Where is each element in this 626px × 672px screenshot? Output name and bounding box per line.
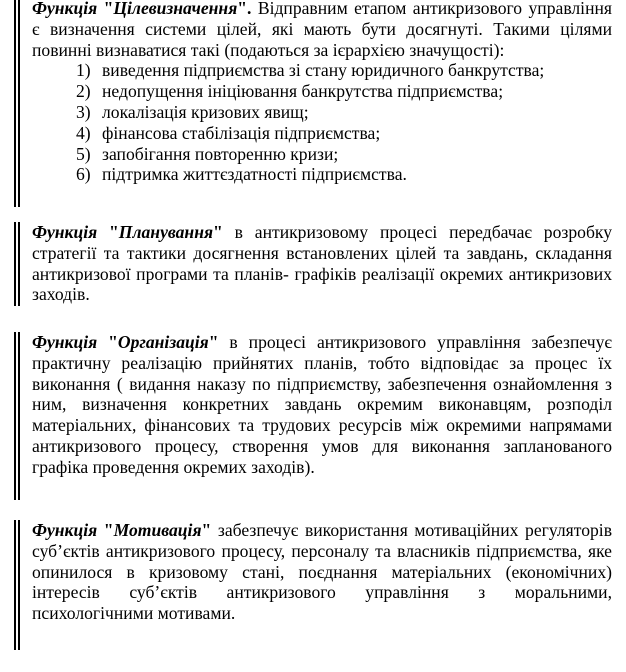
list-text: недопущення ініціювання банкрутства підприємства; — [102, 81, 504, 102]
quote-close: " — [208, 332, 219, 352]
function-lead: Функція — [32, 520, 98, 540]
list-number: 5) — [76, 143, 91, 164]
quote-open: " — [97, 0, 114, 18]
motivation-function-block — [14, 520, 612, 650]
function-description: забезпечує використання мотиваційних регуляторів суб’єктів антикризового процесу, персоналу та власників підприємства, яке опинилося в кризовому стані, поєднання матеріальних (економічних) інтересів суб’єктів антикризового управління з моральними, психологічними мотивами. — [32, 520, 613, 624]
function-lead: Функція — [32, 222, 98, 242]
list-number: 4) — [76, 122, 91, 143]
function-description: Відправним етапом антикризового управління є визначення системи цілей, які мають бути досягнуті. Такими цілями повинні визнаватися такі (подаються за ієрархією значущості): — [32, 0, 612, 60]
motivation-paragraph — [32, 520, 612, 624]
organization-function-block — [14, 332, 612, 500]
quote-close: " — [213, 222, 223, 242]
goal-setting-function-block — [14, 0, 612, 207]
planning-function-block — [14, 222, 612, 306]
organization-paragraph — [32, 332, 612, 478]
goal-setting-paragraph — [32, 0, 612, 60]
quote-open: " — [97, 332, 118, 352]
list-item — [76, 60, 612, 81]
quote-close: ". — [237, 0, 252, 18]
list-number: 1) — [76, 60, 91, 81]
list-item — [76, 123, 612, 144]
list-item — [76, 144, 612, 165]
planning-paragraph — [32, 222, 612, 305]
function-description: в процесі антикризового управління забезпечує практичну реалізацію прийнятих планів, тобто відповідає за процес їх виконання ( видання наказу по підприємству, забезпечення ознайомлення з ним, визначення конкретних завдань окремим виконавцям, розподіл матеріальних, фінансових та трудових ресурсів між окремими напрямами антикризового процесу, створення умов для виконання запланованого графіка проведення окремих заходів). — [32, 332, 612, 477]
list-text: локалізація кризових явищ; — [102, 101, 309, 122]
function-lead: Функція — [32, 0, 98, 18]
list-number: 2) — [76, 81, 91, 102]
goals-list — [32, 60, 612, 185]
function-name: Організація — [117, 332, 209, 352]
quote-open: " — [97, 222, 119, 242]
function-name: Цілевизначення — [113, 0, 238, 18]
quote-close: " — [201, 520, 212, 540]
list-item — [76, 81, 612, 102]
list-item — [76, 164, 612, 185]
list-text: виведення підприємства зі стану юридичного банкрутства; — [102, 60, 545, 81]
list-number: 6) — [76, 164, 91, 185]
list-item — [76, 102, 612, 123]
function-name: Мотивація — [113, 520, 202, 540]
function-lead: Функція — [32, 332, 98, 352]
list-text: запобігання повторенню кризи; — [102, 143, 339, 164]
list-number: 3) — [76, 101, 91, 122]
list-text: підтримка життєздатності підприємства. — [102, 164, 407, 185]
list-text: фінансова стабілізація підприємства; — [102, 122, 381, 143]
function-description: в антикризовому процесі передбачає розробку стратегії та тактики досягнення встановлених цілей та завдань, складання антикризової програми та планів- графіків реалізації окремих антикризових заходів. — [32, 222, 612, 305]
quote-open: " — [97, 520, 114, 540]
function-name: Планування — [118, 222, 214, 242]
